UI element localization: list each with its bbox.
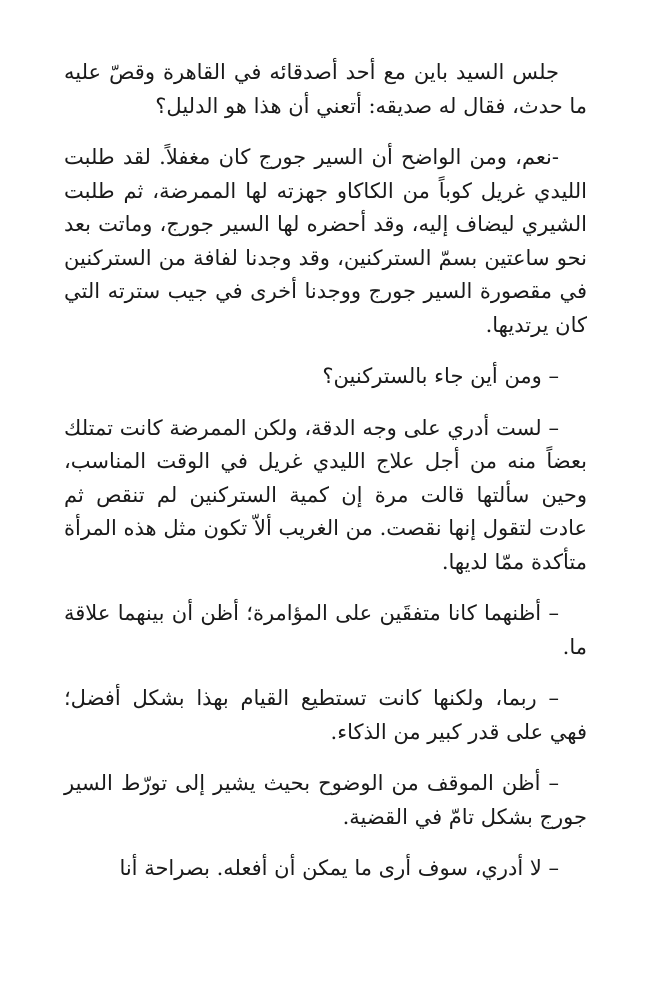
paragraph-2: -نعم، ومن الواضح أن السير جورج كان مغفلاً. لقد طلبت الليدي غريل كوباً من الكاكاو جهزته لها الممرضة، ثم طلبت الشيري ليضاف إليه، وقد أحضره لها السير جورج، وماتت بعد نحو ساعتين بسمّ الستركنين، وقد وجدنا لفافة من الستركنين في مقصورة السير جورج ووجدنا أخرى في جيب سترته التي كان يرتديها. (64, 145, 587, 337)
paragraph-5: – أظنهما كانا متفقَين على المؤامرة؛ أظن أن بينهما علاقة ما. (64, 601, 587, 659)
paragraph-7: – أظن الموقف من الوضوح بحيث يشير إلى تورّط السير جورج بشكل تامّ في القضية. (64, 771, 587, 829)
paragraph-6: – ربما، ولكنها كانت تستطيع القيام بهذا بشكل أفضل؛ فهي على قدر كبير من الذكاء. (64, 686, 587, 744)
paragraph-3: – ومن أين جاء بالستركنين؟ (322, 364, 559, 388)
paragraph-4: – لست أدري على وجه الدقة، ولكن الممرضة كانت تمتلك بعضاً منه من أجل علاج الليدي غريل في الوقت المناسب، وحين سألتها قالت مرة إن كمية الستركنين لم تنقص ثم عادت لتقول إنها نقصت. من الغريب ألاّ تكون مثل هذه المرأة متأكدة ممّا لديها. (64, 415, 587, 574)
paragraph-8: – لا أدري، سوف أرى ما يمكن أن أفعله. بصراحة أنا (119, 856, 559, 880)
book-page (64, 56, 587, 904)
paragraph-1: جلس السيد باين مع أحد أصدقائه في القاهرة وقصّ عليه ما حدث، فقال له صديقه: أتعني أن هذا هو الدليل؟ (64, 60, 587, 118)
